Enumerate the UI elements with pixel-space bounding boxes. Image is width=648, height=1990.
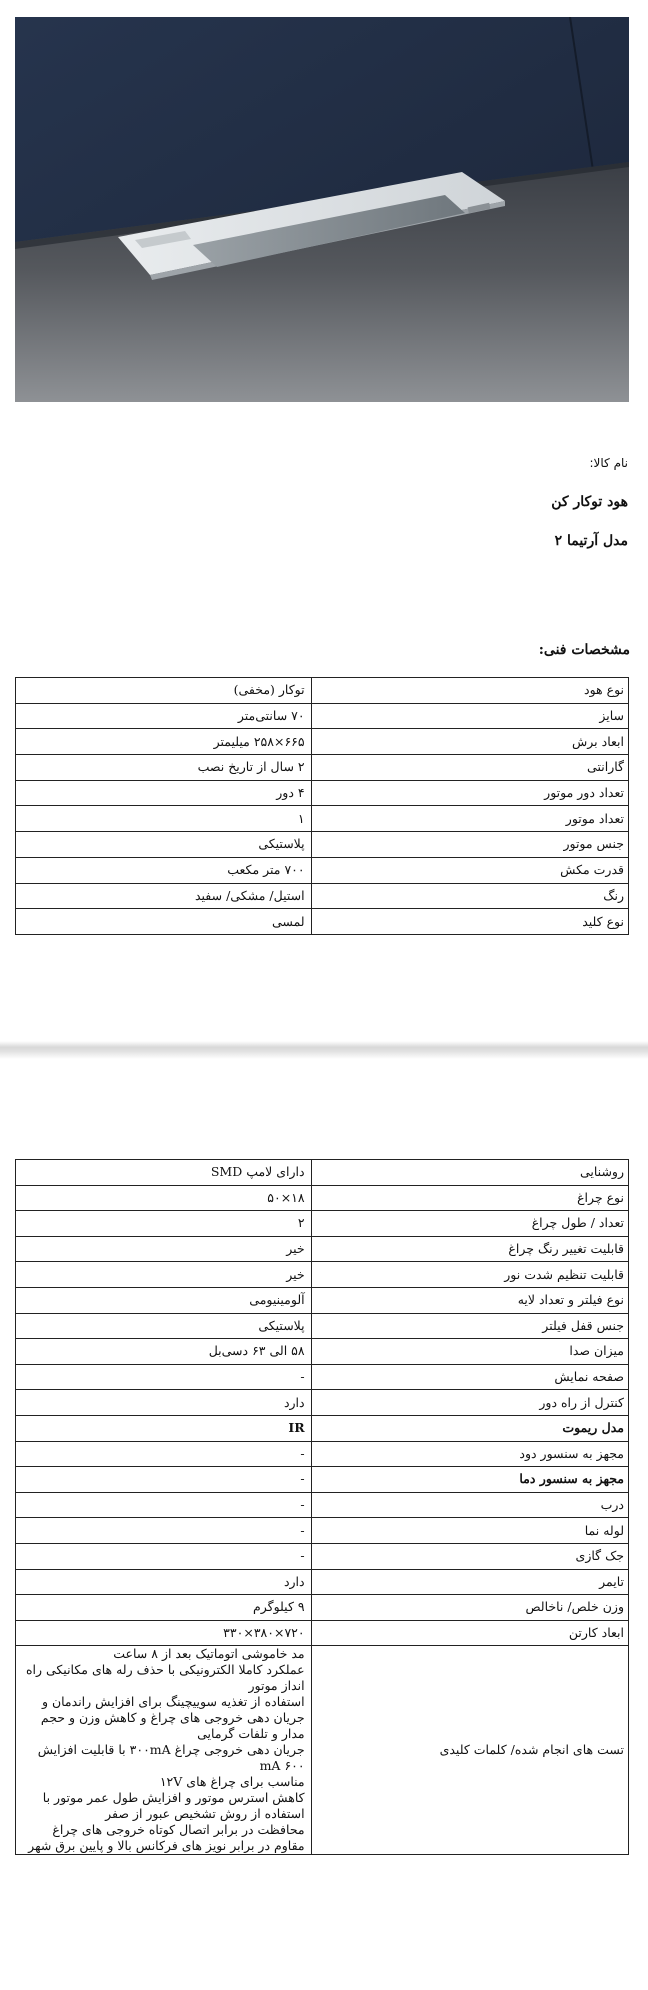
spec-value: لمسی: [16, 909, 312, 935]
table-row: [16, 1415, 629, 1441]
table-row: [16, 1467, 629, 1493]
spec-value: -: [16, 1364, 312, 1390]
spec-value: ۷۰ سانتی‌متر: [16, 703, 312, 729]
spec-value: ۶۶۵×۲۵۸ میلیمتر: [16, 729, 312, 755]
spec-key: قابلیت تنظیم شدت نور: [311, 1262, 628, 1288]
spec-value: دارد: [16, 1569, 312, 1595]
table-row: [16, 1620, 629, 1646]
table-row: [16, 1492, 629, 1518]
spec-value: دارد: [16, 1390, 312, 1416]
spec-key: مدل ریموت: [311, 1415, 628, 1441]
feature-line: مقاوم در برابر نویز های فرکانس بالا و پایین برق شهر: [28, 1838, 305, 1854]
spec-value: -: [16, 1467, 312, 1493]
product-name-block: [551, 456, 628, 549]
spec-value: ۷۰۰ متر مکعب: [16, 857, 312, 883]
section-divider: [0, 1041, 648, 1059]
spec-key: صفحه نمایش: [311, 1364, 628, 1390]
table-row: [16, 780, 629, 806]
spec-value: ۴ دور: [16, 780, 312, 806]
feature-line: عملکرد کاملا الکترونیکی با حذف رله های مکانیکی راه انداز موتور: [25, 1662, 305, 1694]
spec-key: جنس قفل فیلتر: [311, 1313, 628, 1339]
table-row: [16, 1543, 629, 1569]
table-row: [16, 1390, 629, 1416]
spec-key: قدرت مکش: [311, 857, 628, 883]
spec-value: ۹ کیلوگرم: [16, 1595, 312, 1621]
spec-key: تایمر: [311, 1569, 628, 1595]
feature-line: مد خاموشی اتوماتیک بعد از ۸ ساعت: [113, 1646, 305, 1662]
table-row: [16, 1287, 629, 1313]
table-row: [16, 678, 629, 704]
spec-key: گارانتی: [311, 755, 628, 781]
spec-value: -: [16, 1492, 312, 1518]
table-row: [16, 909, 629, 935]
table-row: [16, 1262, 629, 1288]
table-row: [16, 1518, 629, 1544]
spec-key: قابلیت تغییر رنگ چراغ: [311, 1236, 628, 1262]
feature-line: استفاده از تغذیه سوییچینگ برای افزایش راندمان و جریان دهی خروجی های چراغ و کاهش وزن و حجم مدار و تلفات گرمایی: [40, 1694, 305, 1742]
table-row: [16, 1595, 629, 1621]
spec-key: نوع کلید: [311, 909, 628, 935]
spec-value: ۷۲۰×۳۸۰×۳۳۰: [16, 1620, 312, 1646]
spec-key: رنگ: [311, 883, 628, 909]
spec-key: ابعاد کارتن: [311, 1620, 628, 1646]
table-row: [16, 1185, 629, 1211]
table-row: [16, 1339, 629, 1365]
spec-key: تست های انجام شده/ کلمات کلیدی: [311, 1646, 628, 1855]
feature-line: محافظت در برابر اتصال کوتاه خروجی های چراغ: [52, 1822, 305, 1838]
spec-key: نوع هود: [311, 678, 628, 704]
spec-key: روشنایی: [311, 1160, 628, 1186]
spec-value: استیل/ مشکی/ سفید: [16, 883, 312, 909]
table-row: [16, 703, 629, 729]
spec-key: درب: [311, 1492, 628, 1518]
table-row: [16, 857, 629, 883]
table-row: [16, 755, 629, 781]
table-row: [16, 1364, 629, 1390]
spec-value: ۵۸ الی ۶۳ دسی‌بل: [16, 1339, 312, 1365]
spec-key: تعداد دور موتور: [311, 780, 628, 806]
spec-key: تعداد موتور: [311, 806, 628, 832]
table-row: [16, 806, 629, 832]
spec-value: آلومینیومی: [16, 1287, 312, 1313]
range-hood-illustration: [15, 17, 629, 402]
spec-key: جنس موتور: [311, 832, 628, 858]
table-row: [16, 1160, 629, 1186]
spec-value: پلاستیکی: [16, 832, 312, 858]
spec-key: تعداد / طول چراغ: [311, 1211, 628, 1237]
spec-value: -: [16, 1441, 312, 1467]
spec-value: ۱: [16, 806, 312, 832]
spec-value: ۲: [16, 1211, 312, 1237]
spec-key: سایز: [311, 703, 628, 729]
spec-key: نوع فیلتر و تعداد لایه: [311, 1287, 628, 1313]
table-row: [16, 1441, 629, 1467]
specs-heading: مشخصات فنی:: [538, 642, 630, 658]
table-row: [16, 729, 629, 755]
table-row: [16, 1313, 629, 1339]
spec-key: کنترل از راه دور: [311, 1390, 628, 1416]
table-row-features: [16, 1646, 629, 1855]
spec-key: جک گازی: [311, 1543, 628, 1569]
spec-key: لوله نما: [311, 1518, 628, 1544]
feature-line: جریان دهی خروجی چراغ ۳۰۰mA با قابلیت افزایش ۶۰۰ mA: [37, 1742, 305, 1774]
spec-value: خیر: [16, 1262, 312, 1288]
spec-value: ۱۸×۵۰: [16, 1185, 312, 1211]
specs-table-features: [15, 1159, 629, 1855]
table-row: [16, 1236, 629, 1262]
spec-key: مجهز به سنسور دما: [311, 1467, 628, 1493]
spec-key: وزن خلص/ ناخالص: [311, 1595, 628, 1621]
spec-value: پلاستیکی: [16, 1313, 312, 1339]
table-row: [16, 832, 629, 858]
spec-value: دارای لامپ SMD: [16, 1160, 312, 1186]
spec-value: ۲ سال از تاریخ نصب: [16, 755, 312, 781]
specs-table-general: [15, 677, 629, 935]
spec-value: توکار (مخفی): [16, 678, 312, 704]
table-row: [16, 1569, 629, 1595]
feature-line: مناسب برای چراغ های ۱۲V: [159, 1774, 305, 1790]
table-row: [16, 883, 629, 909]
features-list: [16, 1646, 312, 1855]
spec-value: -: [16, 1518, 312, 1544]
spec-key: میزان صدا: [311, 1339, 628, 1365]
spec-value: -: [16, 1543, 312, 1569]
spec-value: خیر: [16, 1236, 312, 1262]
spec-value: IR: [16, 1415, 312, 1441]
spec-key: ابعاد برش: [311, 729, 628, 755]
spec-key: نوع چراغ: [311, 1185, 628, 1211]
product-title: هود توکار کن: [551, 494, 628, 510]
spec-key: مجهز به سنسور دود: [311, 1441, 628, 1467]
product-model: مدل آرتیما ۲: [554, 533, 628, 549]
product-photo: [15, 17, 629, 402]
table-row: [16, 1211, 629, 1237]
feature-line: کاهش استرس موتور و افزایش طول عمر موتور با استفاده از روش تشخیص عبور از صفر: [42, 1790, 305, 1822]
product-name-label: نام کالا:: [589, 456, 628, 470]
